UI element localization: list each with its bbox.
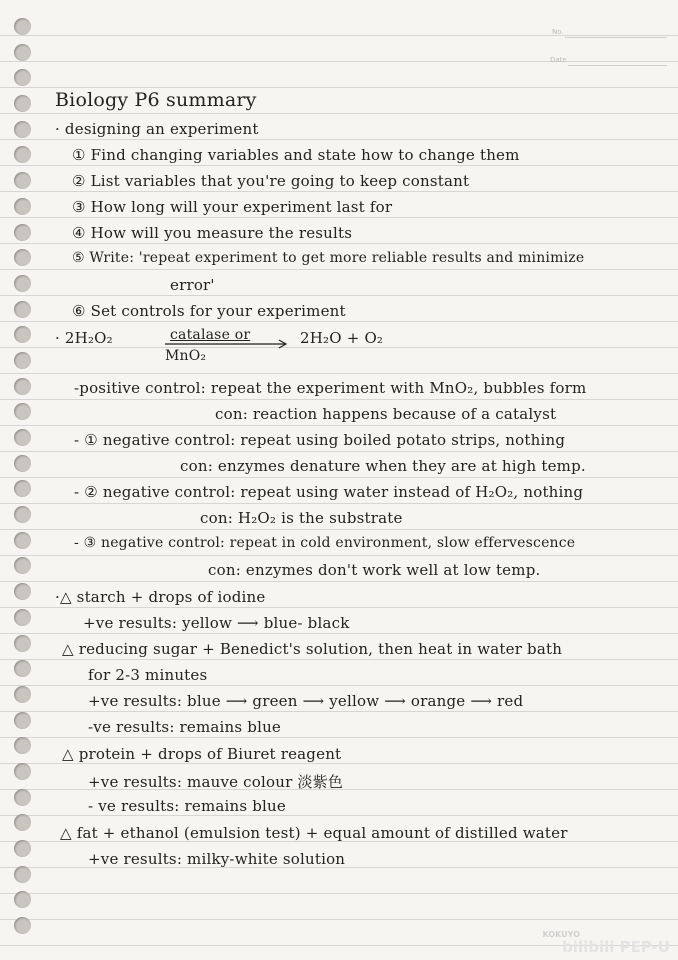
no-field-line [565,37,667,38]
note-line: +ve results: mauve colour 淡紫色 [88,773,344,791]
note-line: ·△ starch + drops of iodine [55,588,266,606]
note-line: +ve results: blue ⟶ green ⟶ yellow ⟶ orange ⟶ red [88,692,524,710]
binding-hole [14,301,31,318]
note-line: ④ How will you measure the results [72,224,353,242]
note-line: - ② negative control: repeat using water instead of H₂O₂, nothing [74,483,584,501]
note-line: con: H₂O₂ is the substrate [200,509,403,527]
note-line: +ve results: yellow ⟶ blue- black [83,614,350,632]
binding-hole [14,455,31,472]
note-line: △ fat + ethanol (emulsion test) + equal amount of distilled water [60,824,568,842]
binding-hole [14,249,31,266]
binding-hole [14,480,31,497]
date-field-line [568,65,667,66]
binding-hole [14,712,31,729]
binding-hole [14,275,31,292]
note-line: △ protein + drops of Biuret reagent [62,745,342,763]
note-line: for 2-3 minutes [88,666,208,684]
binding-hole [14,763,31,780]
binding-hole [14,224,31,241]
note-line: △ reducing sugar + Benedict's solution, then heat in water bath [62,640,563,658]
binding-hole [14,352,31,369]
binding-hole [14,429,31,446]
binding-hole [14,609,31,626]
note-line: con: reaction happens because of a catalyst [215,405,557,423]
binding-hole [14,814,31,831]
binding-hole [14,557,31,574]
binding-hole [14,44,31,61]
note-line: -ve results: remains blue [88,718,282,736]
note-line: ⑥ Set controls for your experiment [72,302,346,320]
binding-hole [14,403,31,420]
binding-hole [14,506,31,523]
binding-hole [14,172,31,189]
binding-hole [14,635,31,652]
binding-hole [14,18,31,35]
binding-hole [14,95,31,112]
binding-hole [14,891,31,908]
note-line: con: enzymes don't work well at low temp. [208,561,541,579]
binding-hole [14,146,31,163]
note-line: ② List variables that you're going to keep constant [72,172,470,190]
binding-hole [14,532,31,549]
date-label: Date [550,56,567,64]
reaction-product: 2H₂O + O₂ [300,329,384,347]
binding-hole [14,686,31,703]
binding-hole [14,121,31,138]
note-line: -positive control: repeat the experiment with MnO₂, bubbles form [74,379,587,397]
binding-hole [14,789,31,806]
binding-hole [14,378,31,395]
note-line: error' [170,276,215,294]
note-line: ① Find changing variables and state how to change them [72,146,520,164]
reaction-reactant: · 2H₂O₂ [55,329,113,347]
binding-hole [14,198,31,215]
note-line: ③ How long will your experiment last for [72,198,393,216]
note-line: · designing an experiment [55,120,259,138]
binding-hole [14,660,31,677]
binding-hole [14,840,31,857]
note-line: - ① negative control: repeat using boiled potato strips, nothing [74,431,566,449]
reaction-catalyst-top: catalase or [170,327,251,343]
note-line: con: enzymes denature when they are at high temp. [180,457,586,475]
no-label: No. [552,28,564,36]
watermark: KOKUYO bilibili PEP-U [542,930,670,956]
binding-hole [14,866,31,883]
note-line: ⑤ Write: 'repeat experiment to get more reliable results and minimize [72,250,585,266]
binding-hole [14,326,31,343]
reaction-catalyst-bottom: MnO₂ [165,348,207,364]
binding-hole [14,583,31,600]
note-line: - ③ negative control: repeat in cold environment, slow effervescence [74,535,576,551]
brand-mark: KOKUYO [542,930,580,939]
binding-hole [14,917,31,934]
binding-holes [14,18,36,943]
note-line: - ve results: remains blue [88,797,286,815]
binding-hole [14,737,31,754]
binding-hole [14,69,31,86]
page-title: Biology P6 summary [55,89,257,111]
note-line: +ve results: milky-white solution [88,850,346,868]
